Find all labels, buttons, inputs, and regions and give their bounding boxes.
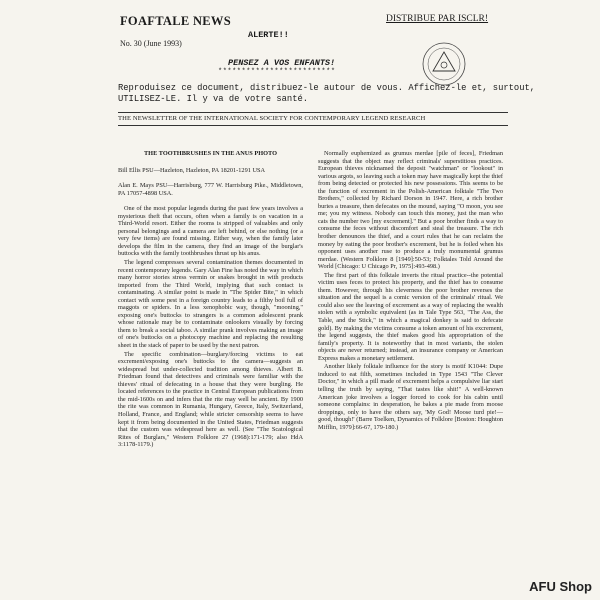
paragraph: The legend compresses several contamination themes documented in recent contemporary legends. Gary Alan Fine has noted the way in which many horror stories stress vermin or snakes brought in with products imported from the Third World, implying that such contact is contaminating. A similar point is made in "The Spider Bite," in which contact with some pest in a foreign country leads to a filthy boil full of maggots or spiders. In a less xenophobic way, though, "mooning," exposing one's buttocks to strangers is a common adolescent prank whose rationale may be to contaminate onlookers visually by forcing them to break a social taboo. A similar prank involves making an image of one's buttocks on a photocopy machine and replacing the resulting sheet in the stack of paper to be used by the next patron. <box>118 259 303 350</box>
divider-top <box>118 112 508 113</box>
star-divider: ************************* <box>218 68 336 76</box>
paragraph: The specific combination—burglary/forcing victims to eat excrement/exposing one's buttocks to the camera—suggests an widespread but under-collected tradition among thieves. Albert B. Friedman found that detectives and criminals were familiar with the thieves' ritual of defecating in a house that they were burgling. He located references to the practice in Central European publications from the mid-1600s on and infers that the rite may well be ancient. By 1900 the rite was common in Rumania, Hungary, Greece, Italy, Switzerland, Holland, France, and England; while stricter censorship seems to have kept it from being documented in the United States, Friedman suggests that the custom was widespread here as well. (See "The Scatological Rites of Burglars," Western Folklore 27 (1968):171-179; also HdA 3:1178-1179.) <box>118 350 303 449</box>
paragraph: The first part of this folktale inverts the ritual practice--the potential victim uses feces to protect his property, and the thief has to consume them. However, through his cleverness the poor brother reverses the situation and the sequel is a comic version of the criminals' ritual. We could also see the leaving of excrement as a way of replacing the wealth stolen with a symbolic equivalent (as in Tale Type 563, "The Ass, the Table, and the Stick," in which a magical donkey is said to defecate gold). By making the victims consume a token amount of his excrement, the legend suggests, the thief makes good his appropriation of the family's property. It is noteworthy that in most variants, the stolen objects are never returned; instead, an insurance company or American Express makes a monetary settlement. <box>318 271 503 362</box>
alert-heading: ALERTE!! <box>248 30 289 40</box>
paragraph: One of the most popular legends during the past few years involves a mysterious theft that occurs, often when a family is on vacation in a Third-World resort. Either the rooms is stripped of valuables and only personal belongings and a camera are left behind, or else nothing (or a very few items) are found missing. Either way, when the family later develops the film in the camera, they find an image of the burglar's buttocks with the family toothbrushes thrust up his anus. <box>118 205 303 258</box>
paragraph: Another likely folktale influence for the story is motif K1044: Dupe induced to eat filth, sometimes included in Type 1543 "The Clever Doctor," in which a pill made of excrement helps a compulsive liar start telling the truth by saying, "That tastes like shit!" A well-known American joke involves a logger forced to cook for his cabin until someone complains: in desperation, he bakes a pie made from moose droppings, only to have the others say, 'My God! Moose turd pie!—good, though!' (Barre Toelken, Dynamics of Folklore [Boston: Houghton Mifflin, 1979]:66-67, 179-180.) <box>318 363 503 431</box>
paragraph: Normally euphemized as grumus merdae [pile of feces], Friedman suggests that the object may reflect criminals' superstitious practices. European thieves nicknamed the deposit "watchman" or "lookout" in various argots, so leaving such a token may have magically kept the thief from being detected or protected his new possessions. This seems to be the function of excrement in the Polish-American folktale "The Two Brothers," collected by Richard Dorson in 1947. Here, a rich brother buries a treasure, then defecates on the mound, saying "O moon, you see me; you my witness. Nobody can touch this money, just the man who cats the number two [my excrement]." But a poor brother finds a way to consume the feces without discomfort and steal the treasure. The rich brother denounces the thief, and a court rules that he can reclaim the money by eating the poor brother's excrement, but he is foiled when his opponent uses another ruse to produce a truly monumental grumus merdae. (Western Folklore 8 [1949]:50-53; Folktales Told Around the World [Chicago: U Chicago Pr, 1975]:493-498.) <box>318 150 503 271</box>
article-column-right <box>318 150 503 595</box>
byline-ellis: Bill Ellis PSU—Hazleton, Hazleton, PA 18201-1291 USA <box>118 166 266 174</box>
society-logo-icon <box>420 40 468 88</box>
masthead <box>120 14 231 48</box>
society-tagline: THE NEWSLETTER OF THE INTERNATIONAL SOCIETY FOR CONTEMPORARY LEGEND RESEARCH <box>118 115 426 122</box>
article-column-left <box>118 150 303 595</box>
newsletter-title: FOAFTALE NEWS <box>120 14 231 28</box>
distribution-instructions: Reproduisez ce document, distribuez-le autour de vous. Affichez-le et, surtout, UTILISEZ-LE. Il y va de votre santé. <box>118 83 536 104</box>
divider-bottom <box>118 125 508 126</box>
distribue-notice: DISTRIBUE PAR ISCLR! <box>386 14 489 24</box>
headline: PENSEZ A VOS ENFANTS! <box>228 58 336 68</box>
article-title: THE TOOTHBRUSHES IN THE ANUS PHOTO <box>143 150 278 157</box>
shop-watermark: AFU Shop <box>529 579 592 594</box>
issue-number: No. 30 (June 1993) <box>120 39 182 48</box>
byline-mays: Alan E. Mays PSU—Harrisburg, 777 W. Harrisburg Pike., Middletown, PA 17057-4898 USA. <box>118 182 303 197</box>
